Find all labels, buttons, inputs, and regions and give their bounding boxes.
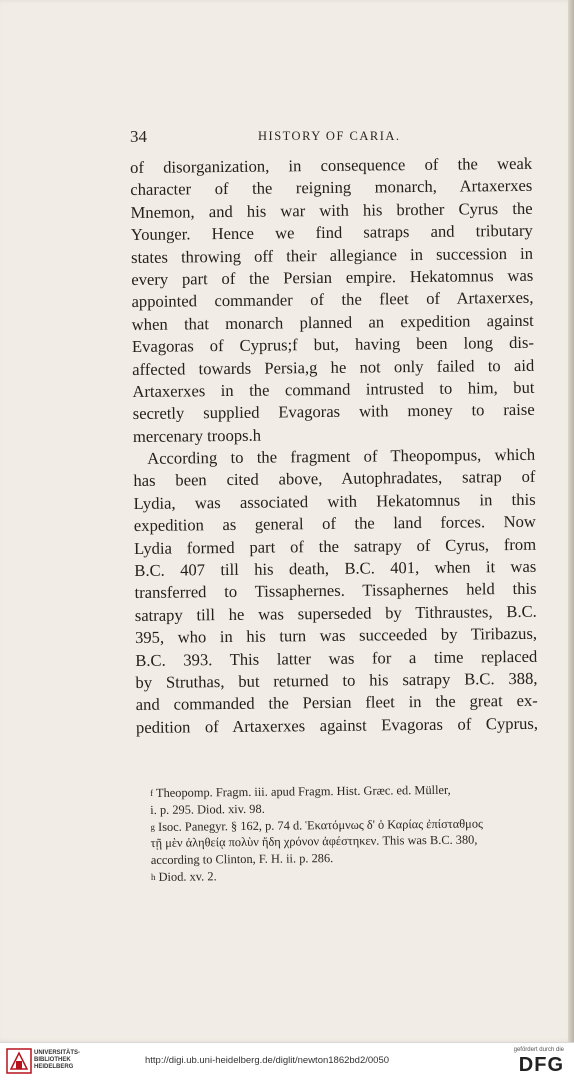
- funded-by-label: gefördert durch die: [513, 1047, 564, 1053]
- paragraph-1: [130, 153, 535, 448]
- paragraph-2: [133, 444, 538, 739]
- footnote-line: Isoc. Panegyr. § 162, p. 74 d. Ἑκατόμνως δ' ὁ Καρίας ἐπίσταθμος: [157, 816, 483, 834]
- page-edge: [568, 0, 574, 1042]
- text-line: expedition as general of the land forces. Now: [133, 512, 536, 536]
- text-line: Lydia formed part of the satrapy of Cyrus, from: [133, 534, 537, 558]
- text-line: and commanded the Persian fleet in the great ex-: [135, 691, 538, 715]
- text-line: when that monarch planned an expedition against: [131, 310, 534, 334]
- text-line: pedition of Artaxerxes against Evagoras of Cyprus,: [135, 713, 539, 737]
- permalink-url[interactable]: http://digi.ub.uni-heidelberg.de/diglit/newton1862bd2/0050: [145, 1055, 390, 1066]
- text-line: has been cited above, Autophradates, satrap of: [133, 467, 536, 491]
- text-line: every part of the Persian empire. Hekatomnus was: [131, 265, 534, 289]
- text-line: mercenary troops.h: [132, 425, 262, 446]
- text-line: secretly supplied Evagoras with money to raise: [132, 400, 535, 424]
- footnote-line: according to Clinton, F. H. ii. p. 286.: [150, 851, 334, 868]
- text-line: states throwing off their allegiance in succession in: [130, 243, 534, 267]
- running-head: [130, 127, 530, 147]
- text-line: Mnemon, and his war with his brother Cyrus the: [130, 198, 533, 222]
- text-line: transferred to Tissaphernes. Tissaphernes held this: [134, 579, 537, 603]
- text-line: 395, who in his turn was succeeded by Tiribazus,: [134, 623, 538, 648]
- text-line: affected towards Persia,g he not only failed to aid: [132, 355, 535, 379]
- text-line: appointed commander of the fleet of Artaxerxes,: [131, 288, 534, 312]
- text-line: satrapy till he was superseded by Tithraustes, B.C.: [134, 601, 537, 625]
- running-title: HISTORY OF CARIA.: [258, 129, 401, 143]
- footnote-line: Diod. xv. 2.: [158, 869, 217, 884]
- footnote-mark: h: [150, 871, 156, 882]
- text-line: by Struthas, but returned to his satrapy B.C. 388,: [135, 668, 538, 692]
- footnotes: [150, 781, 537, 886]
- text-line: Younger. Hence we find satraps and tributary: [130, 220, 533, 245]
- text-line: Evagoras of Cyprus;f but, having been long dis-: [131, 332, 535, 357]
- page-number: 34: [130, 127, 147, 146]
- footnote-mark: f: [150, 787, 154, 798]
- footnote-line: τῇ μὲν ἀληθείᾳ πολὺν ἤδη χρόνον ἀφέστηκεν. This was B.C. 380,: [150, 832, 478, 851]
- text-line: Lydia, was associated with Hekatomnus in this: [133, 489, 536, 513]
- viewer-footer: [0, 1042, 574, 1080]
- footnote-g: [150, 815, 537, 869]
- footnote-h: [151, 865, 537, 886]
- footnote-f: [150, 781, 536, 819]
- footnote-mark: g: [150, 821, 155, 832]
- footnote-line: Theopomp. Fragm. iii. apud Fragm. Hist. Græc. ed. Müller,: [155, 782, 451, 800]
- text-line: According to the fragment of Theopompus, which: [147, 444, 536, 468]
- footnote-line: i. p. 295. Diod. xiv. 98.: [150, 801, 265, 817]
- text-line: Artaxerxes in the command intrusted to him, but: [132, 377, 535, 401]
- body-text: [130, 153, 538, 739]
- text-line: character of the reigning monarch, Artaxerxes: [130, 176, 533, 200]
- dfg-logo[interactable]: DFG: [518, 1054, 564, 1076]
- library-logo-icon[interactable]: [6, 1048, 32, 1074]
- library-name: UNIVERSITÄTS- BIBLIOTHEK HEIDELBERG: [34, 1050, 81, 1070]
- text-line: B.C. 393. This latter was for a time replaced: [135, 646, 538, 670]
- text-line: of disorganization, in consequence of the weak: [130, 153, 533, 177]
- text-line: B.C. 407 till his death, B.C. 401, when it was: [134, 556, 537, 581]
